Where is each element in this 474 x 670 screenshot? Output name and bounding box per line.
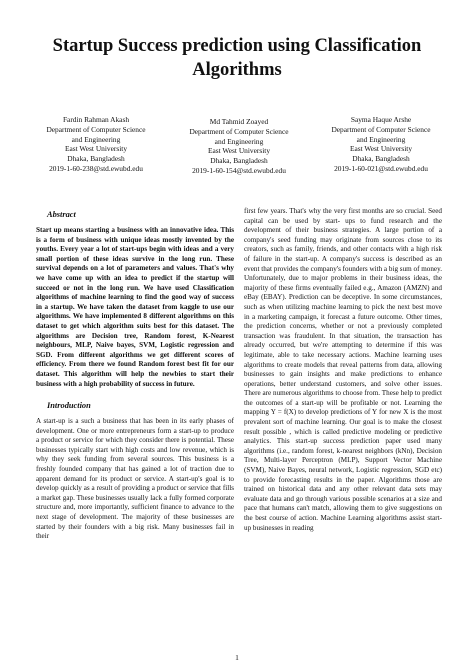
author-block-2 — [169, 117, 309, 176]
left-column — [36, 210, 234, 542]
author-city: Dhaka, Bangladesh — [67, 154, 125, 164]
page-number: 1 — [235, 653, 239, 662]
introduction-text: A start-up is a such a business that has been in its early phases of development. One or more entrepreneurs form a start-up to produce a product or service for which they consider there is potential. These businesses typically start with high costs and low revenue, which is why they seek funding from several sources. This business is a freshly founded company that has gained a lot of traction due to apparent demand for its product or service. A start-up's goal is to develop quickly as a result of providing a product or service that fills a market gap. These businesses usually lack a fully formed corporate structure and, more importantly, sufficient finance to advance to the next stage of development. The majority of these businesses are started by their founders with a big risk. Many businesses fail in their — [36, 417, 234, 541]
author-block-3 — [311, 115, 451, 174]
abstract-text: Start up means starting a business with an innovative idea. This is a form of business with unique ideas mostly invented by the youths. Every year a lot of start-ups begin with ideas and a very small portion of these ideas survive in the long run. These survival depends on a lot of parameters and values. That's why we have come up with an idea to predict if the startup will succeed or not in the long run. We have used Classification algorithms of machine learning to find the good way of success in a startup. We have taken the dataset from kaggle to use our algorithms. We have implemented 8 different algorithms on this dataset to get which algorithm suits best for this dataset. The algorithms are Decision tree, Random forest, K-Nearest neighbours, MLP, Naive bayes, SVM, Logistic regression and SGD. From different algorithms we get different scores of efficiency. From there we found Random forest best fit for our dataset. This algorithm will help the newbies to start their business with a high probability of success in future. — [36, 226, 234, 388]
author-email: 2019-1-60-154@std.ewubd.edu — [192, 165, 286, 175]
paper-title: Startup Success prediction using Classification Algorithms — [52, 36, 422, 80]
author-email: 2019-1-60-238@std.ewubd.edu — [49, 163, 143, 173]
right-column — [244, 207, 442, 533]
author-department: Department of Computer Science — [189, 126, 289, 136]
author-department: Department of Computer Science — [46, 124, 146, 134]
author-department-line2: and Engineering — [356, 134, 406, 144]
author-name: Md Tahmid Zoayed — [209, 117, 269, 126]
right-column-text: first few years. That's why the very first months are so crucial. Seed capital can be used by start- ups to fund research and the development of their business strategies. A large portion of a company's seed funding may originate from sources close to its creators, such as family, friends, and other contacts with a high risk of failure in the start-up. A company's success is described as an event that provides the company's founders with a big sum of money. Unfortunately, due to major problems in their business ideas, the majority of these firms eventually failed e.g., Amazon (AMZN) and eBay (EBAY). Prediction can be deceptive. In some circumstances, such as when utilizing machine learning to pick the next best move in a marketing campaign, it forecast a future outcome. Other times, the prediction concerns, whether or not a previously completed transaction was fraudulent. In that situation, the transaction has already occurred, but we're attempting to determine if this was legitimate, able to take necessary actions. Machine learning uses algorithms to create models that reveal patterns from data, allowing businesses to gain insights and make predictions to enhance operations, better understand customers, and solve other issues. There are numerous algorithms to choose from. These help to predict the outcomes of a start-up will be profitable or not. Learning the mapping Y = f(X) to develop predictions of Y for new X is the most prevalent sort of machine learning. Our goal is to make the closest result possible , which is called predictive modeling or predictive analytics. This start-up success prediction paper used many algorithms (i.e., random forest, k-nearest neighbors (kNn), Decision Tree, Multi-layer Perceptron (MLP), Support Vector Machine (SVM), Naive Bayes, neural network, Logistic regression, SGD etc) to provide forecasting results in the paper. Algorithms those are trained on historical data and any other relevant data sets may evaluate data and go through various possible scenarios at a size and pace that humans can't match, allowing them to give suggestions on the best course of action. Machine Learning algorithms assist start- up businesses in reading — [244, 207, 442, 532]
author-department: Department of Computer Science — [331, 124, 431, 134]
author-department-line2: and Engineering — [214, 136, 264, 146]
abstract-heading: Abstract — [47, 210, 76, 219]
author-university: East West University — [207, 146, 271, 156]
author-city: Dhaka, Bangladesh — [352, 154, 410, 164]
introduction-heading: Introduction — [47, 401, 91, 411]
author-city: Dhaka, Bangladesh — [210, 156, 268, 166]
author-name: Fardin Rahman Akash — [62, 115, 130, 124]
author-name: Sayma Haque Arshe — [350, 115, 412, 124]
author-university: East West University — [64, 144, 128, 154]
author-email: 2019-1-60-021@std.ewubd.edu — [334, 163, 428, 173]
author-department-line2: and Engineering — [71, 134, 121, 144]
author-university: East West University — [349, 144, 413, 154]
author-block-1 — [26, 115, 166, 174]
